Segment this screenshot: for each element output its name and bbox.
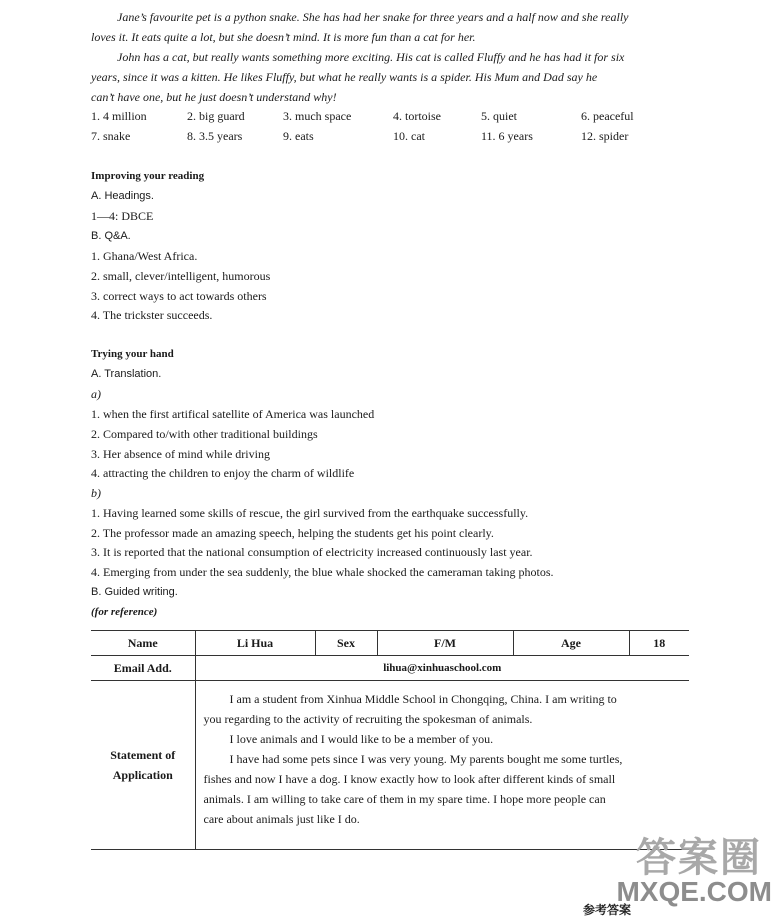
statement-text-cell [195, 681, 689, 850]
answer-line: 4. Emerging from under the sea suddenly, the blue whale shocked the cameraman taking photos. [91, 565, 554, 579]
statement-line: care about animals just like I do. [203, 812, 360, 826]
statement-line: animals. I am willing to take care of them in my spare time. I hope more people can [203, 792, 606, 806]
answer-line: 1. when the first artifical satellite of America was launched [91, 407, 375, 421]
sex-value: F/M [377, 631, 513, 656]
table-row [91, 681, 689, 850]
name-value: Li Hua [195, 631, 315, 656]
answer-item: 6. peaceful [581, 109, 634, 123]
passage-line: can’t have one, but he just doesn’t understand why! [91, 90, 337, 104]
answer-line: 3. correct ways to act towards others [91, 289, 267, 303]
statement-line: you regarding to the activity of recruiting the spokesman of animals. [203, 712, 533, 726]
subsection-label: B. Guided writing. [91, 586, 178, 598]
reference-note: (for reference) [91, 606, 158, 618]
age-value: 18 [629, 631, 689, 656]
watermark-url: MXQE.COM [616, 876, 772, 907]
subsection-label: B. Q&A. [91, 230, 131, 242]
answer-item: 2. big guard [187, 109, 245, 123]
part-label: b) [91, 486, 101, 500]
passage-line: John has a cat, but really wants something more exciting. His cat is called Fluffy and he has had it for six [117, 50, 625, 64]
passage-line: loves it. It eats quite a lot, but she doesn’t mind. It is more fun than a cat for her. [91, 30, 476, 44]
answer-item: 12. spider [581, 129, 629, 143]
answer-line: 2. Compared to/with other traditional buildings [91, 427, 318, 441]
statement-line: I love animals and I would like to be a member of you. [229, 732, 494, 746]
answer-line: 4. The trickster succeeds. [91, 308, 213, 322]
name-label: Name [91, 631, 195, 656]
statement-line: I have had some pets since I was very young. My parents bought me some turtles, [229, 752, 623, 766]
answer-item: 5. quiet [481, 109, 517, 123]
page-footer: 参考答案 [583, 903, 632, 917]
answer-item: 4. tortoise [393, 109, 441, 123]
statement-line: fishes and now I have a dog. I know exactly how to look after different kinds of small [203, 772, 616, 786]
answer-item: 9. eats [283, 129, 314, 143]
answer-line: 4. attracting the children to enjoy the charm of wildlife [91, 466, 355, 480]
email-value: lihua@xinhuaschool.com [195, 656, 689, 681]
statement-line: I am a student from Xinhua Middle School in Chongqing, China. I am writing to [229, 692, 617, 706]
passage-line: Jane’s favourite pet is a python snake. She has had her snake for three years and a half now and she really [117, 10, 629, 24]
statement-label-cell [91, 681, 195, 850]
answer-item: 11. 6 years [481, 129, 533, 143]
answer-item: 1. 4 million [91, 109, 147, 123]
answer-item: 8. 3.5 years [187, 129, 243, 143]
answer-line: 2. The professor made an amazing speech, helping the students get his point clearly. [91, 526, 494, 540]
part-label: a) [91, 387, 101, 401]
passage-line: years, since it was a kitten. He likes Fluffy, but what he really wants is a spider. His Mum and Dad say he [91, 70, 598, 84]
answer-item: 7. snake [91, 129, 131, 143]
answer-line: 1—4: DBCE [91, 209, 154, 223]
answer-line: 2. small, clever/intelligent, humorous [91, 269, 271, 283]
section-heading: Improving your reading [91, 170, 205, 182]
table-row [91, 631, 689, 656]
answer-item: 10. cat [393, 129, 425, 143]
watermark-text: 答案圈 [636, 836, 762, 880]
section-heading: Trying your hand [91, 348, 174, 360]
table-row [91, 656, 689, 681]
email-label: Email Add. [91, 656, 195, 681]
answer-line: 1. Having learned some skills of rescue, the girl survived from the earthquake successfully. [91, 506, 529, 520]
answer-line: 3. It is reported that the national consumption of electricity increased continuously last year. [91, 545, 533, 559]
statement-label: Application [112, 768, 173, 782]
subsection-label: A. Translation. [91, 368, 162, 380]
age-label: Age [513, 631, 629, 656]
application-form-table [91, 630, 689, 850]
statement-label: Statement of [110, 748, 176, 762]
answer-item: 3. much space [283, 109, 352, 123]
subsection-label: A. Headings. [91, 190, 154, 202]
answer-line: 3. Her absence of mind while driving [91, 447, 270, 461]
answer-line: 1. Ghana/West Africa. [91, 249, 198, 263]
sex-label: Sex [315, 631, 377, 656]
